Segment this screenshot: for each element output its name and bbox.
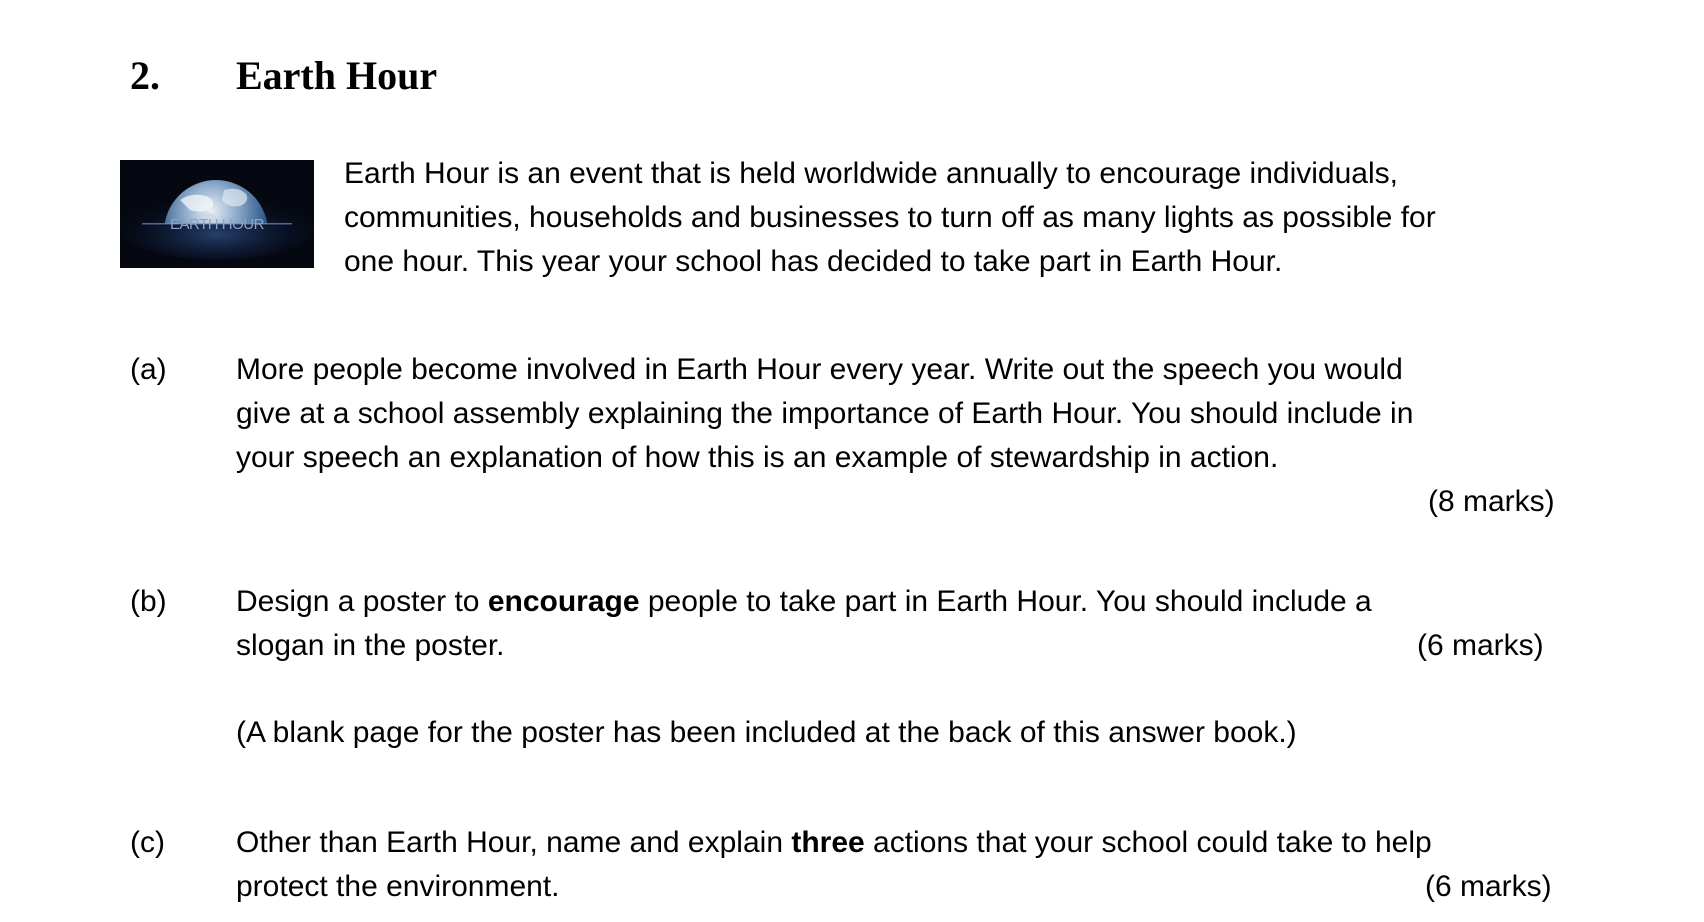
part-c-line1-start: Other than Earth Hour, name and explain xyxy=(236,826,792,859)
logo-text: EARTH HOUR xyxy=(170,216,264,233)
part-b-label: (b) xyxy=(130,585,167,618)
part-a-line: More people become involved in Earth Hour every year. Write out the speech you would xyxy=(236,353,1403,386)
part-c-emphasis: three xyxy=(791,826,865,859)
part-b-line1-start: Design a poster to xyxy=(236,585,488,618)
part-c-text xyxy=(236,821,1432,909)
part-c-line-1 xyxy=(236,821,1432,865)
part-a-text xyxy=(236,348,1413,480)
part-b-marks: (6 marks) xyxy=(1417,629,1544,662)
part-b-text xyxy=(236,580,1372,668)
part-b-line-2: slogan in the poster. xyxy=(236,629,505,662)
earth-hour-logo xyxy=(120,160,314,268)
earth-globe-icon xyxy=(120,160,314,268)
part-b-line1-end: people to take part in Earth Hour. You should include a xyxy=(639,585,1372,618)
intro-paragraph xyxy=(344,152,1436,284)
part-a-marks: (8 marks) xyxy=(1428,485,1555,518)
part-c-line1-end: actions that your school could take to help xyxy=(864,826,1432,859)
question-number: 2. xyxy=(130,53,160,98)
part-a-label: (a) xyxy=(130,353,167,386)
intro-line: Earth Hour is an event that is held worldwide annually to encourage individuals, xyxy=(344,157,1398,190)
part-c-line-2: protect the environment. xyxy=(236,870,560,903)
question-title: Earth Hour xyxy=(236,53,438,98)
part-b-emphasis: encourage xyxy=(487,585,640,618)
part-c-label: (c) xyxy=(130,826,165,859)
part-a-line: give at a school assembly explaining the importance of Earth Hour. You should include in xyxy=(236,397,1414,430)
part-a-line: your speech an explanation of how this is an example of stewardship in action. xyxy=(236,441,1279,474)
part-c-marks: (6 marks) xyxy=(1425,870,1552,903)
part-b-line-1 xyxy=(236,580,1372,624)
intro-line: one hour. This year your school has decided to take part in Earth Hour. xyxy=(344,245,1283,278)
intro-line: communities, households and businesses to turn off as many lights as possible for xyxy=(344,201,1436,234)
part-b-note: (A blank page for the poster has been included at the back of this answer book.) xyxy=(236,716,1297,749)
